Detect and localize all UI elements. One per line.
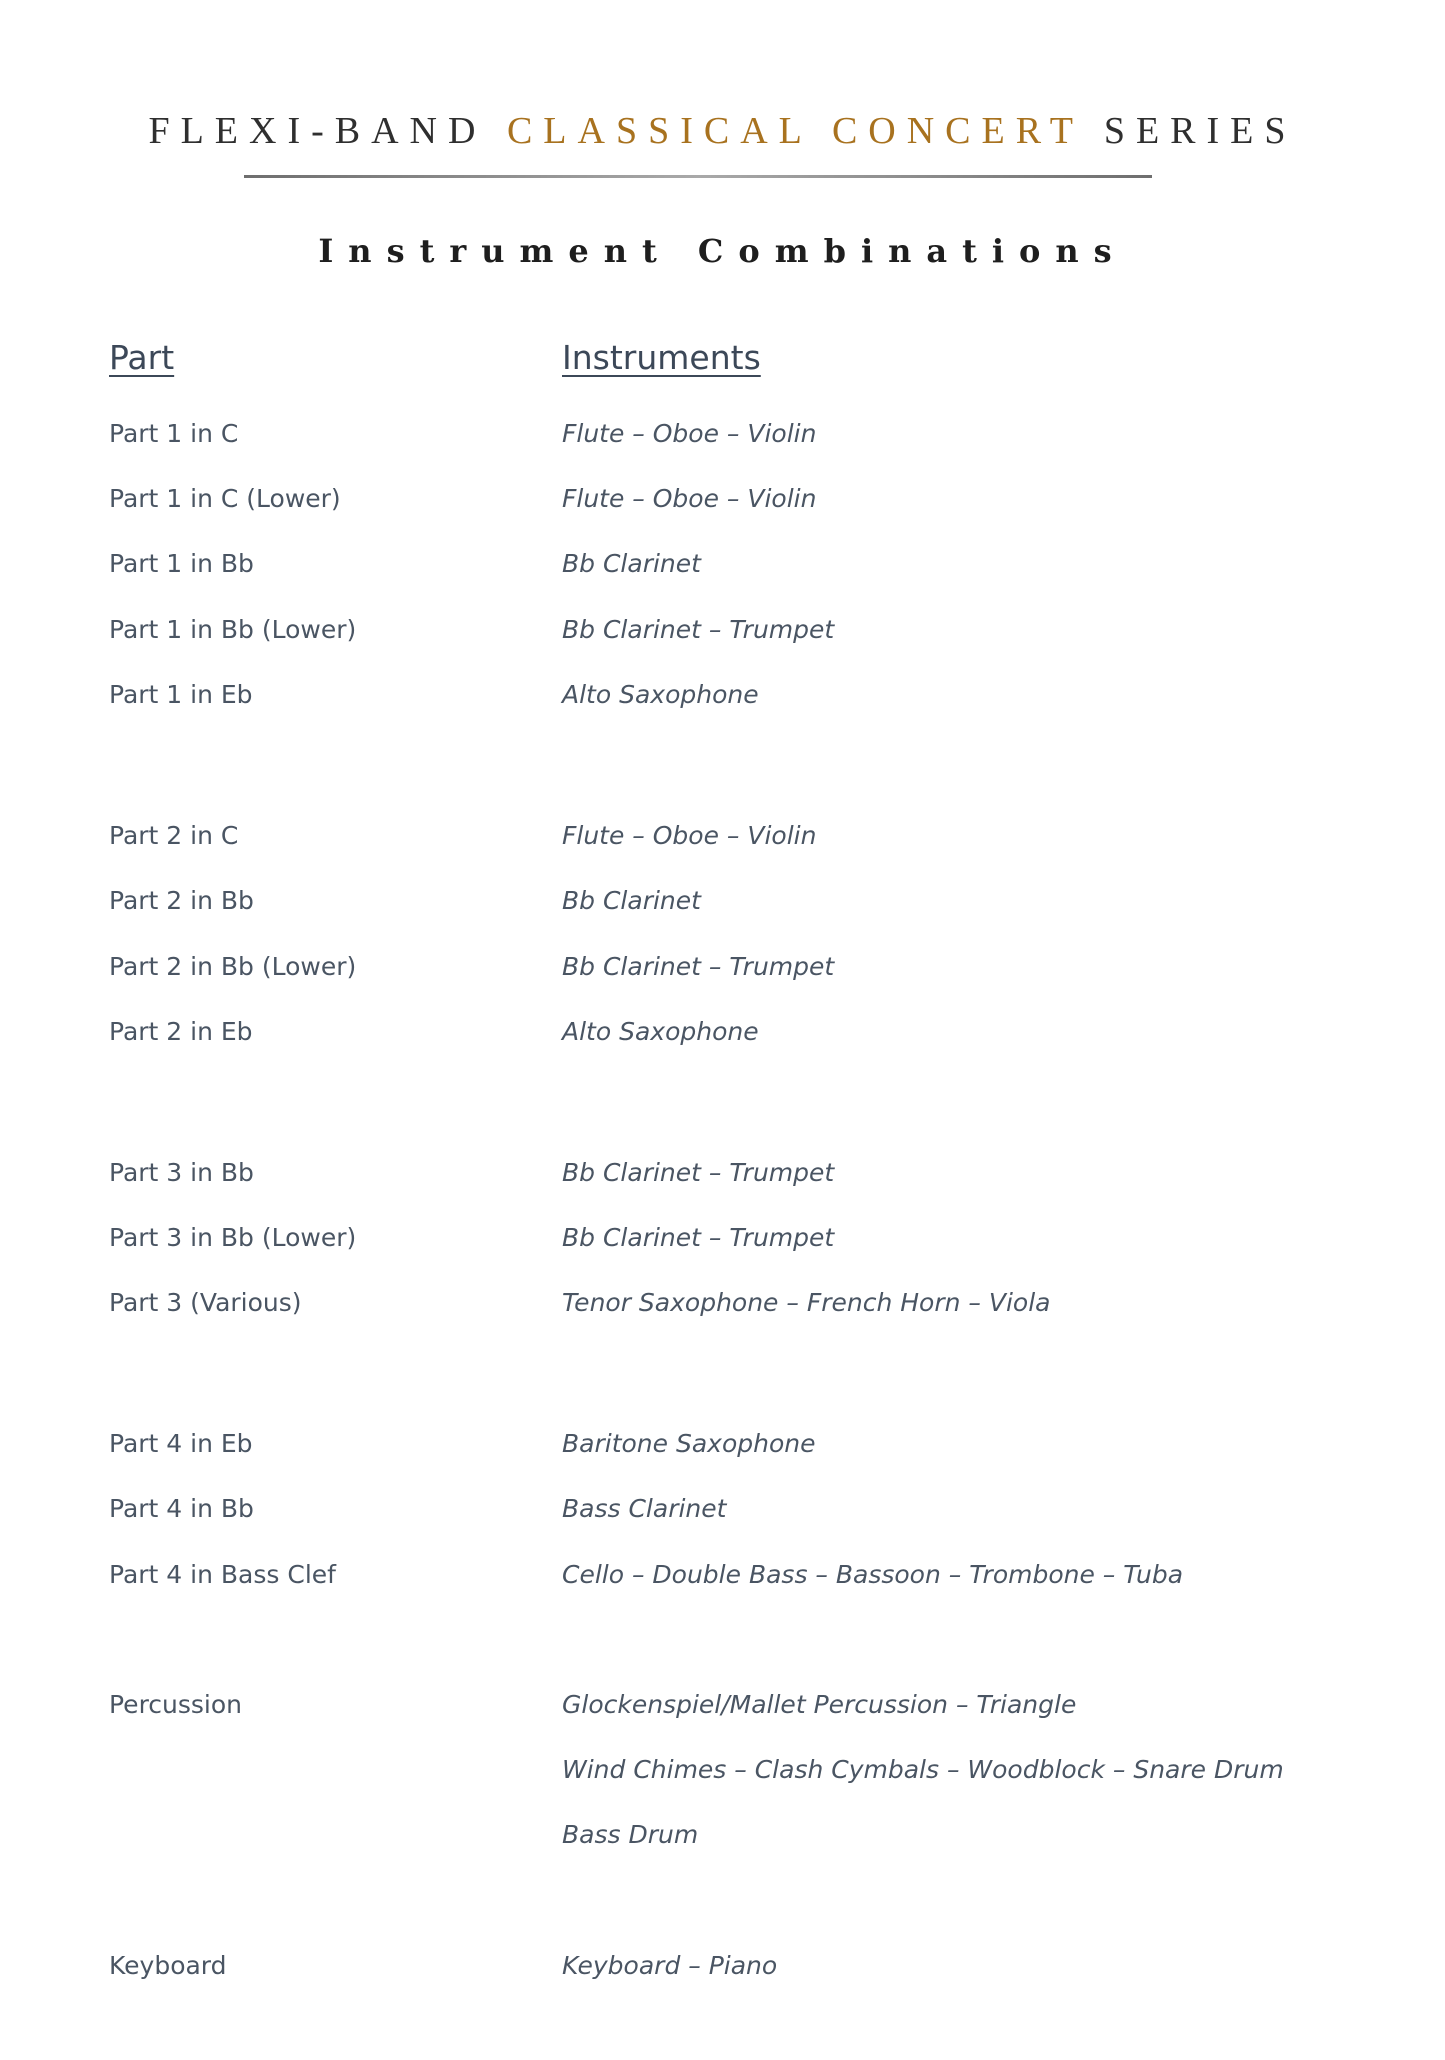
header-divider — [244, 175, 1152, 178]
series-title-suffix: SERIES — [1083, 110, 1297, 152]
part-label: Part 4 in Bb — [109, 1494, 254, 1523]
table-row — [0, 1012, 1445, 1052]
instrument-list: Bb Clarinet – Trumpet — [562, 1158, 835, 1187]
table-row — [0, 1750, 1445, 1790]
instrument-list: Bb Clarinet — [562, 886, 701, 915]
table-row — [0, 1153, 1445, 1193]
part-label: Part 2 in C — [109, 821, 239, 850]
page-subtitle: Instrument Combinations — [318, 232, 1127, 270]
table-row — [0, 1946, 1445, 1986]
instrument-list: Bass Clarinet — [562, 1494, 727, 1523]
instrument-list: Flute – Oboe – Violin — [562, 821, 817, 850]
instrument-list: Flute – Oboe – Violin — [562, 484, 817, 513]
series-title — [0, 105, 1445, 157]
instrument-list: Wind Chimes – Clash Cymbals – Woodblock – Snare Drum — [562, 1755, 1284, 1784]
instrument-list: Glockenspiel/Mallet Percussion – Triangle — [562, 1690, 1077, 1719]
part-label: Part 1 in C (Lower) — [109, 484, 341, 513]
table-row — [0, 1685, 1445, 1725]
part-label: Part 4 in Bass Clef — [109, 1560, 336, 1589]
table-row — [0, 816, 1445, 856]
instrument-list: Bb Clarinet – Trumpet — [562, 952, 835, 981]
table-row — [0, 479, 1445, 519]
table-row — [0, 947, 1445, 987]
part-label: Percussion — [109, 1690, 243, 1719]
table-row — [0, 1815, 1445, 1855]
instrument-list: Bb Clarinet – Trumpet — [562, 1223, 835, 1252]
instrument-list: Flute – Oboe – Violin — [562, 419, 817, 448]
part-label: Part 3 in Bb — [109, 1158, 254, 1187]
table-row — [0, 881, 1445, 921]
part-label: Part 1 in Bb — [109, 549, 254, 578]
table-row — [0, 1424, 1445, 1464]
instrument-list: Cello – Double Bass – Bassoon – Trombone – Tuba — [562, 1560, 1184, 1589]
table-row — [0, 1283, 1445, 1323]
part-label: Part 1 in Eb — [109, 680, 253, 709]
instrument-list: Bb Clarinet – Trumpet — [562, 615, 835, 644]
part-label: Part 3 in Bb (Lower) — [109, 1223, 357, 1252]
part-label: Part 2 in Bb — [109, 886, 254, 915]
table-row — [0, 610, 1445, 650]
instrument-list: Bb Clarinet — [562, 549, 701, 578]
part-label: Part 1 in C — [109, 419, 239, 448]
series-title-prefix: FLEXI-BAND — [148, 110, 507, 152]
part-label: Part 3 (Various) — [109, 1288, 302, 1317]
column-header-instruments: Instruments — [562, 338, 761, 377]
instrument-list: Baritone Saxophone — [562, 1429, 816, 1458]
part-label: Part 2 in Bb (Lower) — [109, 952, 357, 981]
table-row — [0, 544, 1445, 584]
part-label: Part 2 in Eb — [109, 1017, 253, 1046]
table-row — [0, 1218, 1445, 1258]
table-row — [0, 414, 1445, 454]
instrument-list: Alto Saxophone — [562, 1017, 759, 1046]
table-row — [0, 1555, 1445, 1595]
instrument-list: Tenor Saxophone – French Horn – Viola — [562, 1288, 1051, 1317]
instrument-list: Bass Drum — [562, 1820, 699, 1849]
table-row — [0, 675, 1445, 715]
column-header-part: Part — [109, 338, 175, 377]
part-label: Part 1 in Bb (Lower) — [109, 615, 357, 644]
part-label: Part 4 in Eb — [109, 1429, 253, 1458]
series-title-highlight: CLASSICAL CONCERT — [506, 110, 1084, 152]
instrument-list: Alto Saxophone — [562, 680, 759, 709]
table-row — [0, 1489, 1445, 1529]
part-label: Keyboard — [109, 1951, 227, 1980]
instrument-list: Keyboard – Piano — [562, 1951, 778, 1980]
